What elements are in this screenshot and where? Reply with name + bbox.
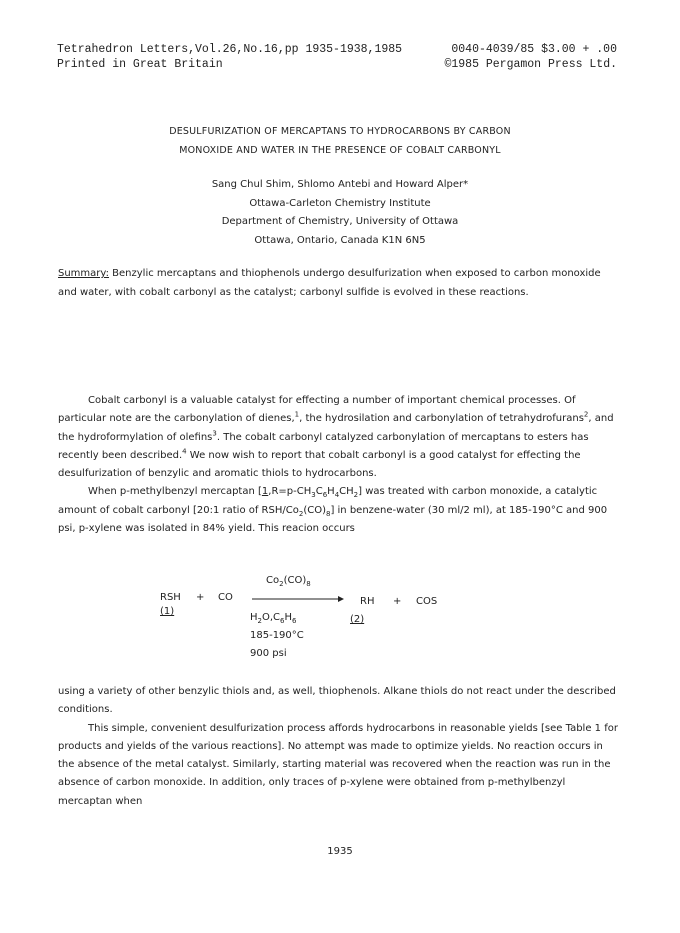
exp-text-e: CH: [339, 486, 354, 498]
intro-text-a: Cobalt carbonyl is a valuable catalyst for effecting a number of important chemical processes. Of particular note are the carbonylation of dienes,: [58, 395, 576, 425]
compound-number: 1: [261, 486, 269, 498]
sub: 2: [298, 509, 304, 518]
body-text-top: [58, 392, 618, 538]
journal-header: [57, 42, 617, 72]
sub: 8: [325, 509, 331, 518]
affiliation-2: Department of Chemistry, University of Ottawa: [221, 216, 459, 227]
condition-pressure: 900 psi: [250, 648, 287, 659]
product-cos: COS: [416, 596, 438, 607]
exp-text-a: When p-methylbenzyl mercaptan [: [88, 486, 262, 498]
paper-title: [0, 122, 680, 160]
title-line-2: MONOXIDE AND WATER IN THE PRESENCE OF COBALT CARBONYL: [179, 145, 501, 156]
summary-text: Benzylic mercaptans and thiophenols undergo desulfurization when exposed to carbon monoxide and water, with cobalt carbonyl as the catalyst; carbonyl sulfide is evolved in these reactions.: [58, 268, 601, 298]
exp-text-b: ,R=p-CH: [268, 486, 312, 498]
summary-label: Summary:: [58, 268, 109, 279]
author-names: Sang Chul Shim, Shlomo Antebi and Howard Alper*: [211, 179, 469, 190]
intro-text-d: . The cobalt carbonyl catalyzed carbonylation of mercaptans to esters has recently been described.: [58, 431, 589, 461]
catalyst-label: $Co_2(CO)_8$: [266, 575, 311, 588]
intro-text-b: , the hydrosilation and carbonylation of tetrahydrofurans: [299, 413, 584, 425]
reactant-number: (1): [160, 606, 175, 617]
body-text-bottom: [58, 683, 618, 811]
ref-1: 1: [294, 410, 300, 419]
product-number: (2): [350, 614, 365, 625]
plus-sign-2: +: [393, 596, 402, 607]
paragraph-intro: [58, 392, 618, 483]
reaction-arrow-icon: [252, 595, 344, 603]
journal-citation: Tetrahedron Letters,Vol.26,No.16,pp 1935-1938,1985: [57, 43, 403, 56]
summary-paragraph: [58, 265, 618, 302]
plus-sign-1: +: [196, 592, 205, 603]
exp-text-f: ] was treated with carbon monoxide, a catalytic amount of cobalt carbonyl [20:1 ratio of RSH/Co: [58, 486, 598, 516]
condition-solvent: $H_2O,C_6H_6$: [250, 612, 297, 625]
paragraph-scope: using a variety of other benzylic thiols and, as well, thiophenols. Alkane thiols do not react under the described conditions.: [58, 686, 616, 716]
page-number: 1935: [327, 846, 353, 857]
ref-3: 3: [212, 429, 217, 438]
paragraph-experiment: [58, 483, 618, 538]
paragraph-discussion: This simple, convenient desulfurization process affords hydrocarbons in reasonable yields [see Table 1 for products and yields of the various reactions]. No attempt was made to optimize yields. No reaction occurs in the absence of the metal catalyst. Similarly, starting material was recovered when the reaction was run in the absence of carbon monoxide. In addition, only traces of p-xylene were obtained from p-methylbenzyl mercaptan when: [58, 722, 618, 807]
title-line-1: DESULFURIZATION OF MERCAPTANS TO HYDROCARBONS BY CARBON: [169, 126, 511, 137]
exp-text-d: H: [327, 486, 335, 498]
exp-text-c: C: [315, 486, 323, 498]
affiliation-1: Ottawa-Carleton Chemistry Institute: [249, 197, 431, 209]
intro-text-c: , and the hydroformylation of olefins: [58, 413, 614, 443]
reactant-co: CO: [218, 592, 233, 603]
exp-text-h: ] in benzene-water (30 ml/2 ml), at 185-190°C and 900 psi, p-xylene was isolated in 84% yield. This reacion occurs: [58, 504, 608, 535]
sub: 4: [334, 491, 340, 500]
sub: 3: [311, 491, 316, 500]
reactant-rsh: RSH: [160, 592, 181, 603]
ref-2: 2: [583, 410, 589, 419]
affiliation-3: Ottawa, Ontario, Canada K1N 6N5: [254, 234, 426, 246]
reaction-scheme: [160, 570, 460, 670]
copyright: ©1985 Pergamon Press Ltd.: [444, 58, 617, 71]
ref-4: 4: [182, 447, 187, 456]
issn-price: 0040-4039/85 $3.00 + .00: [451, 43, 617, 56]
author-block: [0, 176, 680, 250]
product-rh: RH: [360, 596, 375, 607]
sub: 6: [322, 491, 328, 500]
intro-text-e: We now wish to report that cobalt carbonyl is a good catalyst for effecting the desulfurization of benzylic and aromatic thiols to hydrocarbons.: [58, 449, 581, 480]
sub: 2: [353, 491, 359, 500]
exp-text-g: (CO): [303, 504, 326, 516]
printed-in: Printed in Great Britain: [57, 58, 223, 71]
condition-temperature: 185-190°C: [250, 630, 304, 641]
